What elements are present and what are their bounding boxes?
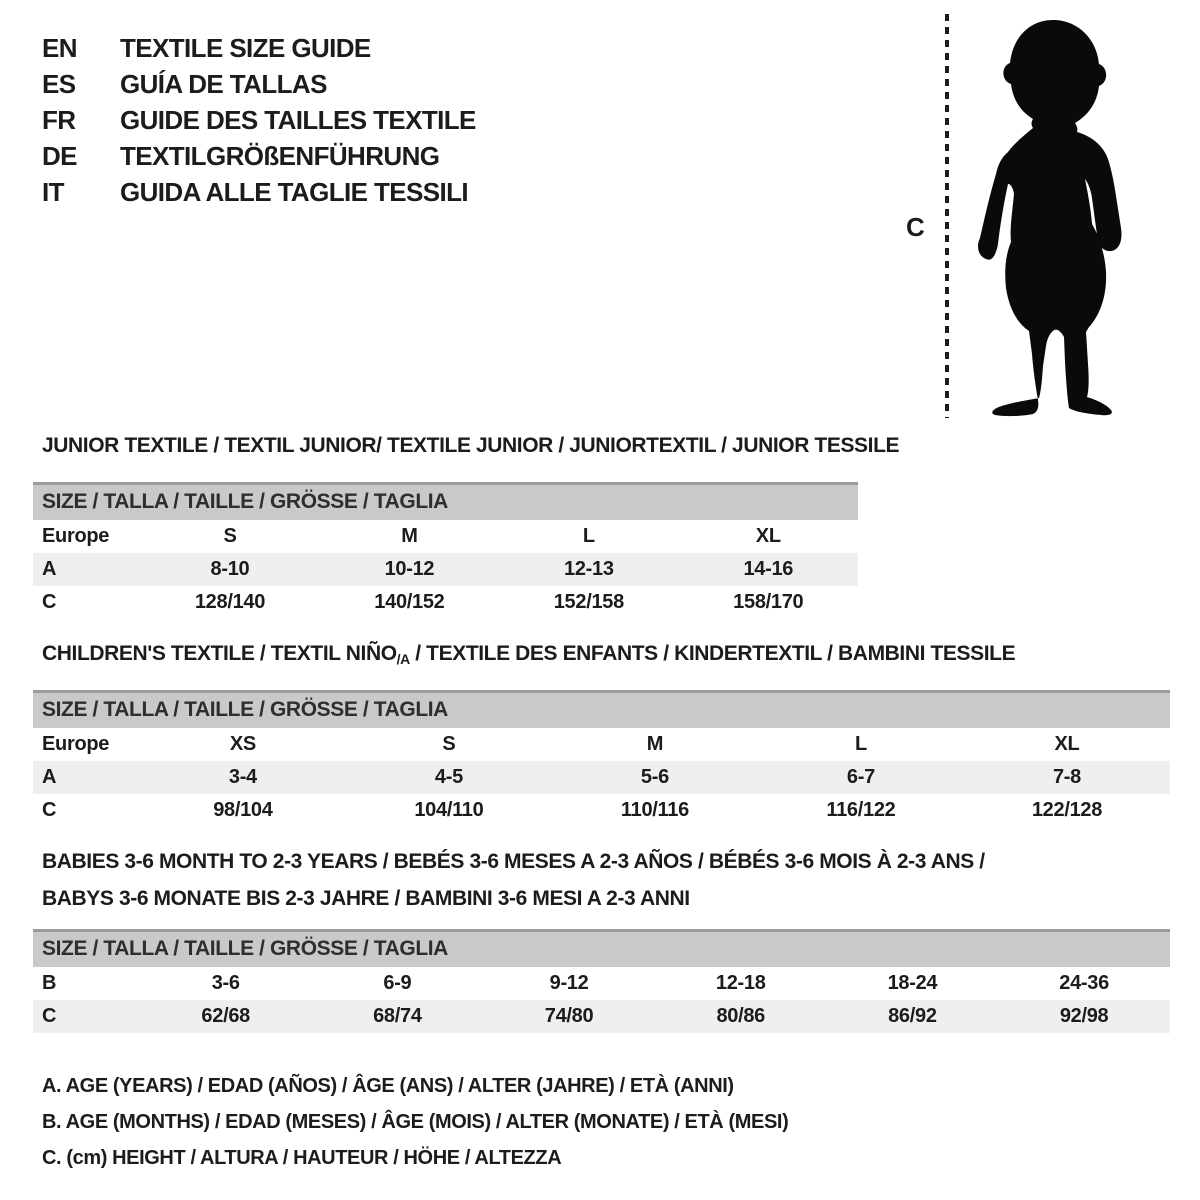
babies-title-line1: BABIES 3-6 MONTH TO 2-3 YEARS / BEBÉS 3-6 MESES A 2-3 AÑOS / BÉBÉS 3-6 MOIS À 2-3 ANS / [42, 850, 985, 873]
months-cell: 3-6 [211, 972, 240, 994]
height-cell: 128/140 [194, 591, 266, 613]
language-row-de [42, 138, 476, 174]
height-cell: 110/116 [620, 799, 689, 821]
row-label: C [42, 799, 57, 821]
table-row-months [33, 967, 1170, 1000]
footnote-b: B. AGE (MONTHS) / EDAD (MESES) / ÂGE (MOIS) / ALTER (MONATE) / ETÀ (MESI) [42, 1111, 789, 1133]
age-cell: 6-7 [846, 766, 875, 788]
size-cell: L [854, 733, 867, 755]
language-code: ES [42, 68, 76, 99]
table-row-age [33, 761, 1170, 794]
row-label: B [42, 972, 57, 994]
size-cell: M [401, 525, 418, 547]
size-header-bar: SIZE / TALLA / TAILLE / GRÖSSE / TAGLIA [33, 482, 858, 520]
height-cell: 152/158 [553, 591, 624, 613]
height-measure-label: C [906, 212, 925, 242]
age-cell: 12-13 [564, 558, 614, 580]
guide-title-de: TEXTILGRÖßENFÜHRUNG [120, 140, 440, 171]
size-header-bar: SIZE / TALLA / TAILLE / GRÖSSE / TAGLIA [33, 929, 1170, 967]
size-cell: M [646, 733, 664, 755]
age-cell: 10-12 [384, 558, 435, 580]
language-code: IT [42, 176, 64, 207]
guide-title-es: GUÍA DE TALLAS [120, 68, 327, 99]
language-code: DE [42, 140, 77, 171]
footnote-a: A. AGE (YEARS) / EDAD (AÑOS) / ÂGE (ANS) / ALTER (JAHRE) / ETÀ (ANNI) [42, 1075, 734, 1097]
size-cell: XL [1054, 733, 1080, 755]
row-label: A [42, 558, 57, 580]
babies-title-line2: BABYS 3-6 MONATE BIS 2-3 JAHRE / BAMBINI 3-6 MESI A 2-3 ANNI [42, 887, 690, 910]
age-cell: 3-4 [228, 766, 257, 788]
months-cell: 24-36 [1059, 972, 1109, 994]
footnote-c: C. (cm) HEIGHT / ALTURA / HAUTEUR / HÖHE / ALTEZZA [42, 1147, 562, 1169]
children-title-subscript: /A [396, 651, 410, 667]
babies-section-title [42, 843, 985, 917]
table-row-height [33, 586, 858, 619]
age-cell: 5-6 [640, 766, 669, 788]
size-cell: XL [755, 525, 781, 547]
table-row-height [33, 794, 1170, 827]
size-cell: S [223, 525, 237, 547]
height-cell: 122/128 [1031, 799, 1103, 821]
language-row-es [42, 66, 476, 102]
months-cell: 6-9 [383, 972, 412, 994]
size-header-bar: SIZE / TALLA / TAILLE / GRÖSSE / TAGLIA [33, 690, 1170, 728]
age-cell: 8-10 [210, 558, 250, 580]
guide-title-it: GUIDA ALLE TAGLIE TESSILI [120, 176, 469, 207]
junior-size-table [33, 482, 858, 619]
language-code: FR [42, 104, 76, 135]
row-label: Europe [42, 525, 110, 547]
language-row-en [42, 30, 476, 66]
guide-title-fr: GUIDE DES TAILLES TEXTILE [120, 104, 476, 135]
toddler-silhouette-icon [962, 16, 1138, 420]
junior-section-title: JUNIOR TEXTILE / TEXTIL JUNIOR/ TEXTILE JUNIOR / JUNIORTEXTIL / JUNIOR TESSILE [42, 434, 900, 457]
size-cell: XS [229, 733, 256, 755]
height-cell: 116/122 [826, 799, 896, 821]
height-cell: 140/152 [374, 591, 445, 613]
table-row-europe [33, 520, 858, 553]
language-row-it [42, 174, 476, 210]
row-label: C [42, 591, 57, 613]
height-cell: 62/68 [201, 1005, 250, 1027]
age-cell: 7-8 [1052, 766, 1081, 788]
size-cell: L [582, 525, 595, 547]
language-title-list [42, 30, 476, 210]
months-cell: 9-12 [549, 972, 589, 994]
table-row-age [33, 553, 858, 586]
row-label: Europe [42, 733, 110, 755]
row-label: A [42, 766, 57, 788]
table-row-height [33, 1000, 1170, 1033]
height-cell: 68/74 [373, 1005, 422, 1027]
height-cell: 98/104 [213, 799, 273, 821]
footnote-legend [42, 1068, 788, 1176]
children-title-post: / TEXTILE DES ENFANTS / KINDERTEXTIL / BAMBINI TESSILE [409, 642, 1016, 665]
height-cell: 80/86 [716, 1005, 765, 1027]
children-title-pre: CHILDREN'S TEXTILE / TEXTIL NIÑO [42, 642, 397, 665]
babies-size-table [33, 929, 1170, 1033]
height-cell: 74/80 [544, 1005, 594, 1027]
table-row-europe [33, 728, 1170, 761]
size-cell: S [442, 733, 456, 755]
height-cell: 104/110 [414, 799, 484, 821]
age-cell: 4-5 [434, 766, 463, 788]
guide-title-en: TEXTILE SIZE GUIDE [120, 32, 371, 63]
language-row-fr [42, 102, 476, 138]
months-cell: 12-18 [715, 972, 766, 994]
row-label: C [42, 1005, 57, 1027]
age-cell: 14-16 [743, 558, 794, 580]
language-code: EN [42, 32, 77, 63]
height-cell: 158/170 [733, 591, 804, 613]
height-cell: 86/92 [888, 1005, 937, 1027]
height-dashed-line [945, 14, 949, 418]
children-size-table [33, 690, 1170, 827]
months-cell: 18-24 [887, 972, 938, 994]
height-cell: 92/98 [1059, 1005, 1109, 1027]
children-section-title [42, 642, 1015, 667]
